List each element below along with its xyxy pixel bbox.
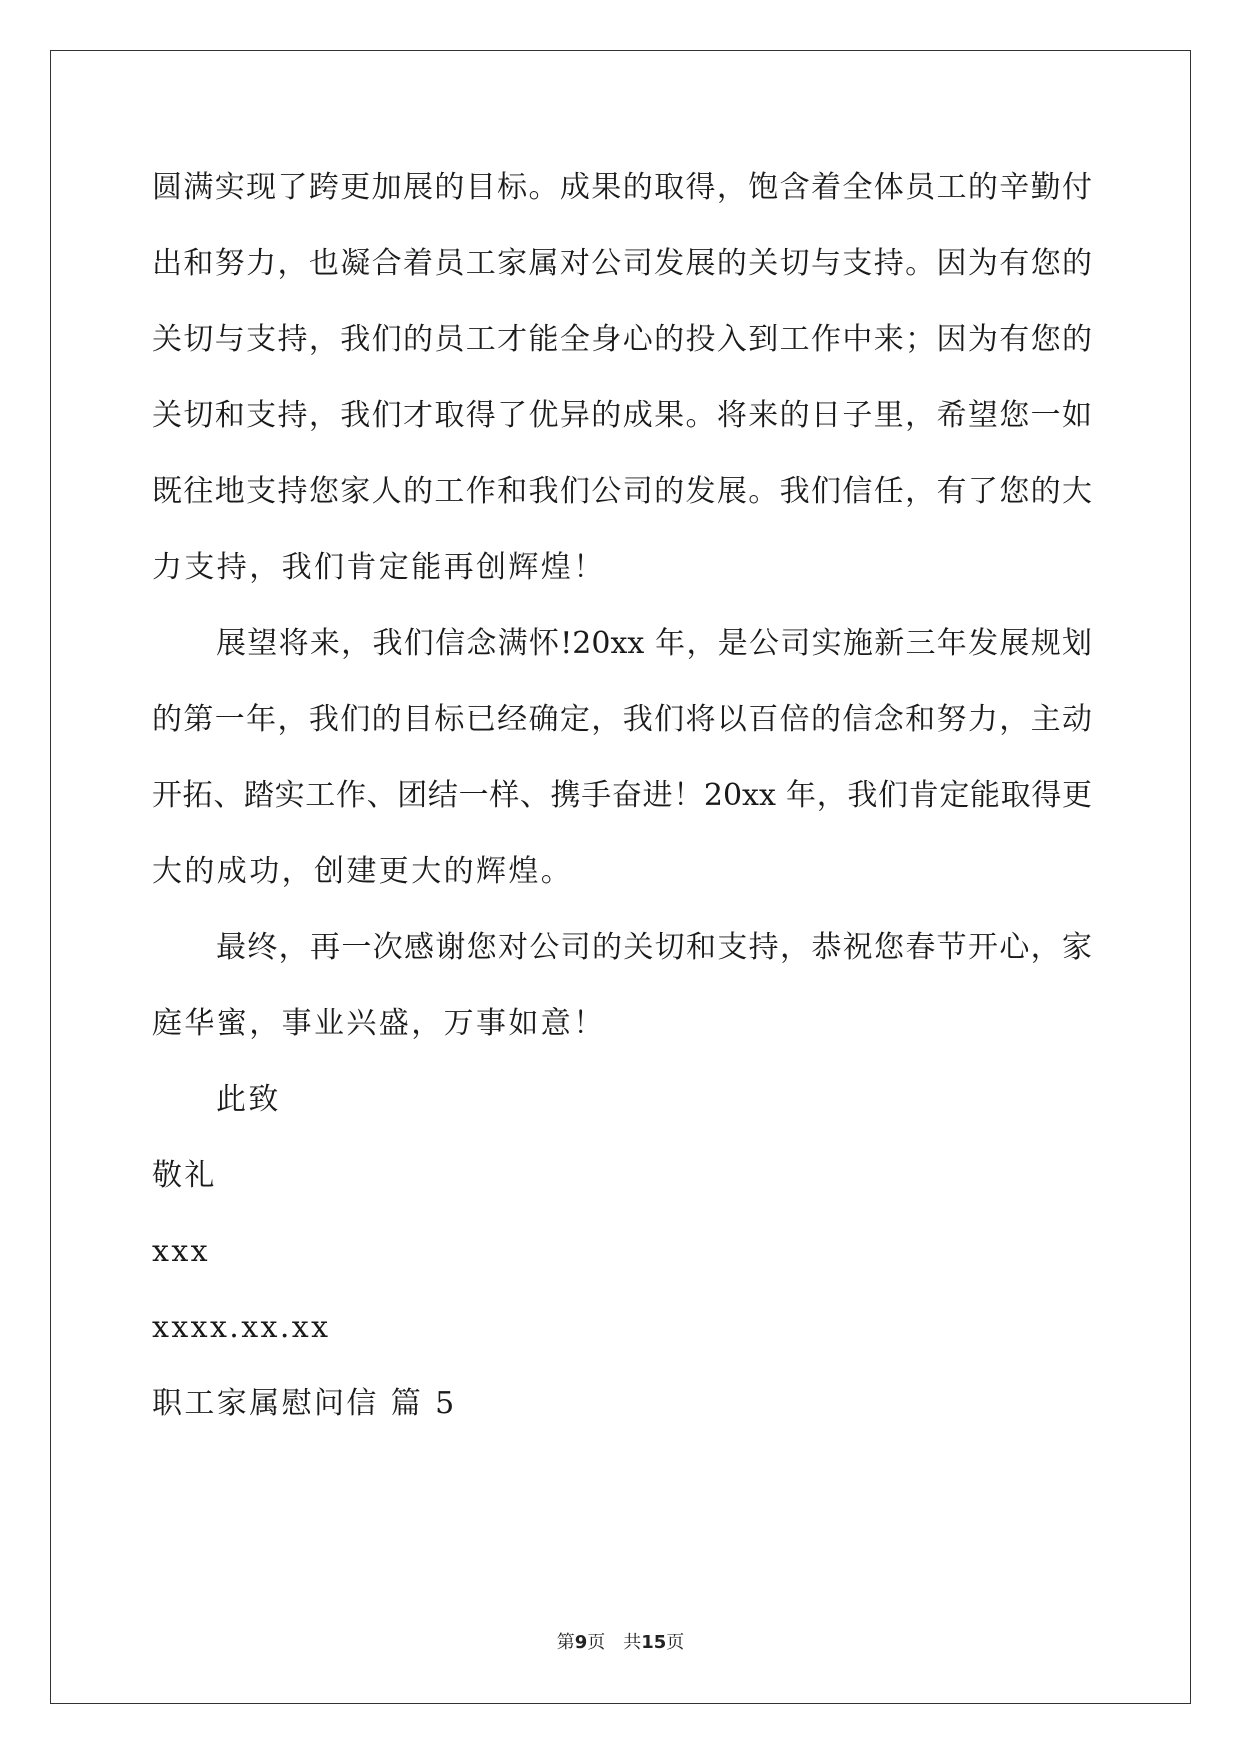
closing-regards: 敬礼 bbox=[152, 1158, 217, 1193]
closing-salutation: 此致 bbox=[216, 1082, 281, 1117]
body-line: 最终，再一次感谢您对公司的关切和支持，恭祝您春节开心，家 bbox=[216, 930, 1092, 965]
body-line: 的第一年，我们的目标已经确定，我们将以百倍的信念和努力，主动 bbox=[152, 702, 1092, 737]
body-line: 展望将来，我们信念满怀!20xx 年，是公司实施新三年发展规划 bbox=[216, 626, 1092, 661]
page-footer bbox=[0, 1632, 1241, 1654]
body-line: 既往地支持您家人的工作和我们公司的发展。我们信任，有了您的大 bbox=[152, 474, 1092, 509]
total-suffix: 页 bbox=[666, 1632, 685, 1653]
signature-date: xxxx.xx.xx bbox=[152, 1310, 331, 1345]
page-total: 15 bbox=[641, 1632, 667, 1653]
page-suffix: 页 bbox=[587, 1632, 606, 1653]
body-line: 圆满实现了跨更加展的目标。成果的取得，饱含着全体员工的辛勤付 bbox=[152, 170, 1092, 205]
body-line: 关切与支持，我们的员工才能全身心的投入到工作中来；因为有您的 bbox=[152, 322, 1092, 357]
page-prefix: 第 bbox=[556, 1632, 575, 1653]
body-line: 关切和支持，我们才取得了优异的成果。将来的日子里，希望您一如 bbox=[152, 398, 1092, 433]
total-prefix: 共 bbox=[623, 1632, 642, 1653]
page-current: 9 bbox=[574, 1632, 588, 1653]
signature-name: xxx bbox=[152, 1234, 210, 1269]
body-line: 力支持，我们肯定能再创辉煌！ bbox=[152, 550, 606, 585]
body-line: 庭华蜜，事业兴盛，万事如意！ bbox=[152, 1006, 606, 1041]
section-heading: 职工家属慰问信 篇 5 bbox=[152, 1386, 457, 1421]
body-line: 开拓、踏实工作、团结一样、携手奋进！20xx 年，我们肯定能取得更 bbox=[152, 778, 1092, 813]
body-line: 出和努力，也凝合着员工家属对公司发展的关切与支持。因为有您的 bbox=[152, 246, 1092, 281]
body-line: 大的成功，创建更大的辉煌。 bbox=[152, 854, 574, 889]
